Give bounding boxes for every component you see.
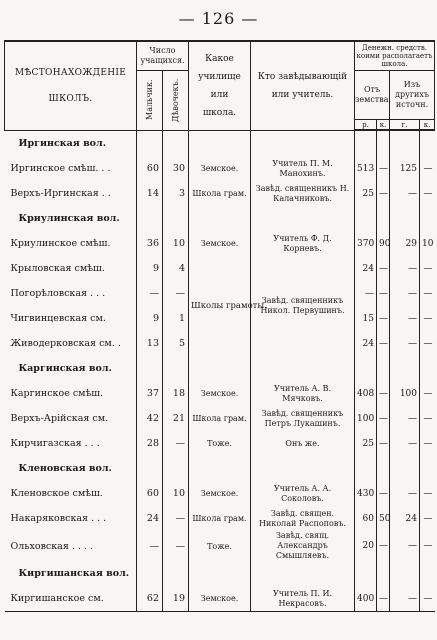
header-other: Изъ другихъ источн.	[390, 71, 435, 120]
header-location-line2: ШКОЛЪ.	[48, 93, 93, 104]
header-boys-text: Мальчик.	[145, 79, 154, 121]
empty-cell	[355, 456, 377, 481]
zemstvo-kop: —	[377, 156, 390, 181]
header-location-line1: МѢСТОНАХОЖДЕНIЕ	[14, 67, 127, 78]
empty-cell	[390, 206, 420, 231]
boys-count: —	[137, 281, 163, 306]
zemstvo-kop: —	[377, 481, 390, 506]
region-name: Кленовская вол.	[18, 463, 112, 474]
school-head: Онъ же.	[251, 431, 355, 456]
zemstvo-rub: 25	[355, 181, 377, 206]
other-kop: —	[420, 406, 435, 431]
girls-count: —	[163, 431, 189, 456]
other-kop: —	[420, 331, 435, 356]
header-pupils: Число учащихся.	[137, 41, 189, 71]
zemstvo-rub: 24	[355, 331, 377, 356]
header-type	[189, 41, 251, 130]
school-type: Земское.	[189, 586, 251, 612]
zemstvo-rub: 408	[355, 381, 377, 406]
empty-cell	[163, 561, 189, 586]
zemstvo-rub: 100	[355, 406, 377, 431]
school-type: Земское.	[189, 381, 251, 406]
header-girls	[163, 71, 189, 131]
school-name: Кирчигазская . . .	[10, 438, 100, 449]
school-name: Живодерковская см. .	[10, 338, 121, 349]
girls-count: —	[163, 506, 189, 531]
school-head: Завѣд. свящ. Александръ Смышляевъ.	[251, 531, 355, 561]
other-kop: —	[420, 431, 435, 456]
zemstvo-kop: —	[377, 381, 390, 406]
empty-cell	[390, 130, 420, 156]
other-rub: 125	[390, 156, 420, 181]
other-rub: —	[390, 331, 420, 356]
school-name: Чигвинцевская см.	[10, 313, 106, 324]
other-rub: —	[390, 406, 420, 431]
region-name: Киргишанская вол.	[18, 568, 130, 579]
empty-cell	[251, 356, 355, 381]
school-type: Школа грам.	[189, 506, 251, 531]
school-head: Завѣд. священникъ Петръ Лукашинъ.	[251, 406, 355, 431]
header-who-line1: Кто завѣдывающiй	[257, 71, 348, 82]
table-header	[5, 41, 435, 130]
boys-count: 37	[137, 381, 163, 406]
region-row	[5, 356, 435, 381]
other-rub: —	[390, 481, 420, 506]
zemstvo-kop: —	[377, 431, 390, 456]
empty-cell	[163, 456, 189, 481]
school-name: Иргинское смѣш. . .	[10, 163, 111, 174]
school-head: Завѣд. священ. Николай Распоповъ.	[251, 506, 355, 531]
header-type-line2: училище или	[198, 71, 241, 100]
empty-cell	[251, 206, 355, 231]
other-kop: —	[420, 586, 435, 612]
region-row	[5, 130, 435, 156]
zemstvo-rub: 15	[355, 306, 377, 331]
boys-count: 62	[137, 586, 163, 612]
girls-count: 5	[163, 331, 189, 356]
region-name: Иргинская вол.	[18, 137, 107, 149]
zemstvo-rub: 24	[355, 256, 377, 281]
boys-count: 42	[137, 406, 163, 431]
empty-cell	[420, 561, 435, 586]
empty-cell	[189, 561, 251, 586]
table-body	[5, 130, 435, 612]
empty-cell	[377, 561, 390, 586]
empty-cell	[163, 206, 189, 231]
empty-cell	[420, 130, 435, 156]
empty-cell	[377, 456, 390, 481]
empty-cell	[377, 130, 390, 156]
other-rub: 24	[390, 506, 420, 531]
boys-count: 36	[137, 231, 163, 256]
header-who	[251, 41, 355, 130]
other-rub: —	[390, 306, 420, 331]
other-kop: —	[420, 531, 435, 561]
zemstvo-kop: 90	[377, 231, 390, 256]
empty-cell	[137, 456, 163, 481]
school-head: Учитель А. В. Мячковъ.	[251, 381, 355, 406]
schools-table	[4, 40, 435, 612]
school-name: Криулинское смѣш.	[10, 238, 111, 249]
other-kop: —	[420, 506, 435, 531]
school-type: Тоже.	[189, 431, 251, 456]
zemstvo-kop: —	[377, 406, 390, 431]
girls-count: 18	[163, 381, 189, 406]
other-rub: —	[390, 256, 420, 281]
girls-count: 30	[163, 156, 189, 181]
school-name: Киргишанское см.	[5, 586, 137, 612]
empty-cell	[377, 206, 390, 231]
empty-cell	[189, 130, 251, 156]
other-kop: —	[420, 481, 435, 506]
table-row	[5, 256, 435, 281]
other-kop: —	[420, 381, 435, 406]
other-kop: 10	[420, 231, 435, 256]
header-kop: к.	[377, 120, 390, 131]
header-rub: р.	[355, 120, 377, 131]
header-who-line2: или учитель.	[271, 89, 334, 100]
empty-cell	[355, 561, 377, 586]
other-kop: —	[420, 306, 435, 331]
boys-count: 13	[137, 331, 163, 356]
header-boys	[137, 71, 163, 131]
empty-cell	[189, 206, 251, 231]
region-row	[5, 561, 435, 586]
girls-count: 10	[163, 481, 189, 506]
girls-count: 3	[163, 181, 189, 206]
zemstvo-rub: —	[355, 281, 377, 306]
boys-count: 9	[137, 306, 163, 331]
school-head: Учитель Ф. Д. Корневъ.	[251, 231, 355, 256]
school-type: Тоже.	[189, 531, 251, 561]
empty-cell	[355, 130, 377, 156]
empty-cell	[251, 456, 355, 481]
other-rub: 29	[390, 231, 420, 256]
zemstvo-kop: —	[377, 586, 390, 612]
table-row	[5, 586, 435, 612]
header-rub2: г.	[390, 120, 420, 131]
boys-count: 60	[137, 156, 163, 181]
empty-cell	[251, 561, 355, 586]
empty-cell	[137, 356, 163, 381]
table-row	[5, 156, 435, 181]
other-rub: —	[390, 431, 420, 456]
other-kop: —	[420, 181, 435, 206]
school-head: Учитель А. А. Соколовъ.	[251, 481, 355, 506]
empty-cell	[390, 456, 420, 481]
empty-cell	[355, 356, 377, 381]
girls-count: 4	[163, 256, 189, 281]
page-number: — 126 —	[178, 9, 259, 28]
table-row	[5, 181, 435, 206]
empty-cell	[189, 456, 251, 481]
girls-count: 1	[163, 306, 189, 331]
zemstvo-kop: —	[377, 331, 390, 356]
school-name: Накарякoвская . . .	[10, 513, 107, 524]
other-kop: —	[420, 281, 435, 306]
school-name: Крыловская смѣш.	[10, 263, 105, 274]
boys-count: 24	[137, 506, 163, 531]
table-row	[5, 406, 435, 431]
region-row	[5, 456, 435, 481]
zemstvo-kop: —	[377, 306, 390, 331]
empty-cell	[163, 130, 189, 156]
table-row	[5, 231, 435, 256]
school-head: Учитель П. М. Манохинъ.	[251, 156, 355, 181]
school-name: Каргинское смѣш.	[10, 388, 104, 399]
other-kop: —	[420, 156, 435, 181]
merged-who: Завѣд. священникъ Никол. Первушинъ.	[251, 256, 355, 356]
table-row	[5, 506, 435, 531]
zemstvo-rub: 430	[355, 481, 377, 506]
zemstvo-kop: 50	[377, 506, 390, 531]
table-row	[5, 431, 435, 456]
boys-count: 60	[137, 481, 163, 506]
zemstvo-rub: 25	[355, 431, 377, 456]
zemstvo-kop: —	[377, 281, 390, 306]
zemstvo-kop: —	[377, 181, 390, 206]
other-kop: —	[420, 256, 435, 281]
merged-type: Школы грамоты.	[189, 256, 251, 356]
zemstvo-rub: 20	[355, 531, 377, 561]
zemstvo-rub: 513	[355, 156, 377, 181]
zemstvo-rub: 60	[355, 506, 377, 531]
other-rub: —	[390, 181, 420, 206]
header-girls-text: Дѣвочекъ.	[171, 78, 180, 122]
other-rub: —	[390, 586, 420, 612]
school-type: Земское.	[189, 156, 251, 181]
school-name: Верхъ-Арійская см.	[10, 413, 109, 424]
school-type: Земское.	[189, 481, 251, 506]
girls-count: 10	[163, 231, 189, 256]
school-type: Школа грам.	[189, 181, 251, 206]
empty-cell	[420, 356, 435, 381]
zemstvo-rub: 400	[355, 586, 377, 612]
other-rub: —	[390, 281, 420, 306]
table-row	[5, 481, 435, 506]
empty-cell	[137, 130, 163, 156]
girls-count: —	[163, 531, 189, 561]
empty-cell	[390, 356, 420, 381]
school-name: Кленовское смѣш.	[10, 488, 103, 499]
boys-count: 14	[137, 181, 163, 206]
empty-cell	[355, 206, 377, 231]
empty-cell	[390, 561, 420, 586]
girls-count: —	[163, 281, 189, 306]
zemstvo-kop: —	[377, 256, 390, 281]
school-name: Верхъ-Иргинская . .	[10, 188, 111, 199]
empty-cell	[137, 206, 163, 231]
school-name: Ольховская . . . .	[10, 540, 93, 552]
header-type-line3: школа.	[202, 107, 237, 118]
school-type: Школа грам.	[189, 406, 251, 431]
boys-count: 28	[137, 431, 163, 456]
table-row	[5, 531, 435, 561]
girls-count: 21	[163, 406, 189, 431]
zemstvo-rub: 370	[355, 231, 377, 256]
school-type: Земское.	[189, 231, 251, 256]
empty-cell	[420, 456, 435, 481]
empty-cell	[251, 130, 355, 156]
school-head: Завѣд. священникъ Н. Калачниковъ.	[251, 181, 355, 206]
header-kop2: к.	[420, 120, 435, 131]
header-location	[5, 41, 137, 130]
empty-cell	[137, 561, 163, 586]
header-zemstvo: Отъ земства.	[355, 71, 390, 120]
empty-cell	[163, 356, 189, 381]
table-row	[5, 381, 435, 406]
region-name: Каргинская вол.	[18, 363, 112, 374]
region-name: Криулинская вол.	[18, 213, 120, 224]
school-head: Учитель П. И. Некрасовъ.	[251, 586, 355, 612]
header-type-line1: Какое	[205, 53, 234, 64]
header-money: Денежн. средств. коими располагаетъ школа.	[355, 41, 435, 71]
boys-count: —	[137, 531, 163, 561]
empty-cell	[420, 206, 435, 231]
empty-cell	[189, 356, 251, 381]
boys-count: 9	[137, 256, 163, 281]
other-rub: 100	[390, 381, 420, 406]
girls-count: 19	[163, 586, 189, 612]
empty-cell	[377, 356, 390, 381]
other-rub: —	[390, 531, 420, 561]
zemstvo-kop: —	[377, 531, 390, 561]
region-row	[5, 206, 435, 231]
school-name: Погорѣловская . . .	[10, 288, 106, 299]
